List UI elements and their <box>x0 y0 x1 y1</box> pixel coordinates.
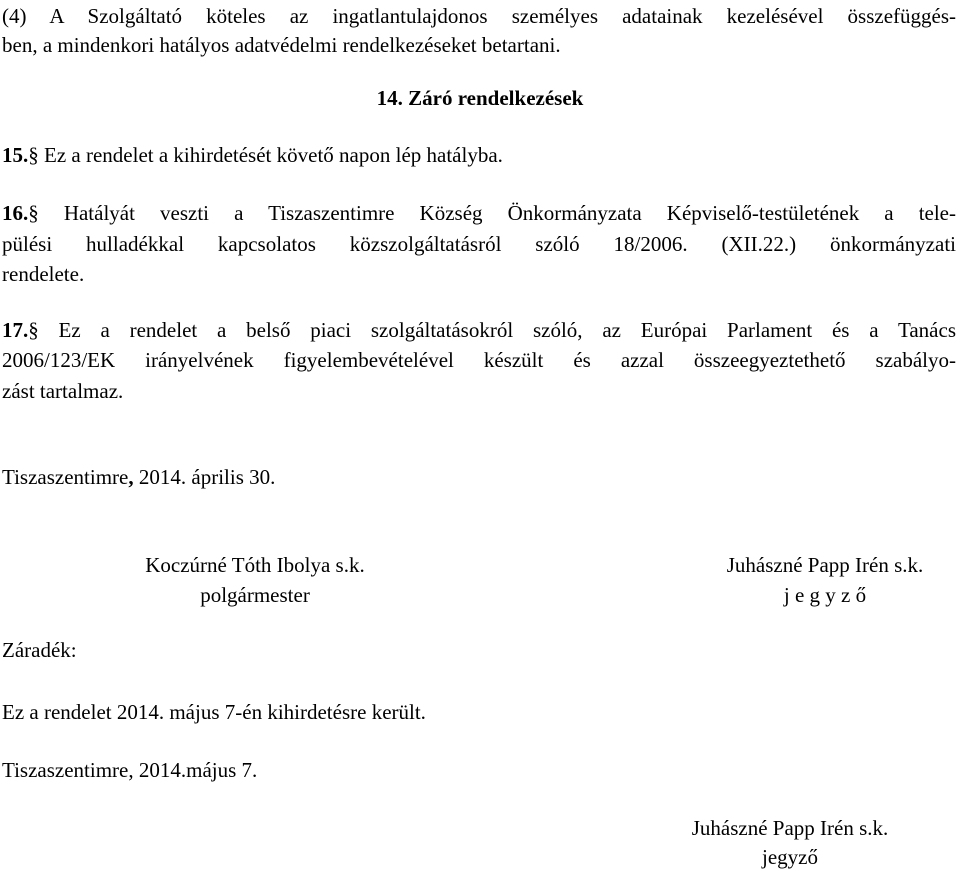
notary-title: j e g y z ő <box>783 583 867 607</box>
clause-place-date: Tiszaszentimre, 2014.május 7. <box>2 758 258 782</box>
section-15-number: 15. <box>2 143 29 167</box>
place-date <box>2 467 275 488</box>
clause-text: Ez a rendelet 2014. május 7-én kihirdetésre került. <box>2 700 426 724</box>
section-sign-icon: § <box>28 143 39 167</box>
section-16-line1 <box>2 203 956 224</box>
section-sign-icon: § <box>28 318 39 342</box>
section-17-text-1: Ez a rendelet a belső piaci szolgáltatásokról szóló, az Európai Parlament és a Tanács <box>38 318 956 342</box>
signing-date: 2014. április 30. <box>133 465 276 489</box>
place-comma: , <box>128 465 134 489</box>
para4-line2: ben, a mindenkori hatályos adatvédelmi rendelkezéseket betartani. <box>2 33 561 57</box>
section-17-line1 <box>2 320 956 341</box>
section-16-text-1: Hatályát veszti a Tiszaszentimre Község Önkormányzata Képviselő-testületének a tele- <box>38 201 956 225</box>
notary-name: Juhászné Papp Irén s.k. <box>726 553 924 577</box>
mayor-title: polgármester <box>200 583 310 607</box>
mayor-name: Koczúrné Tóth Ibolya s.k. <box>145 553 365 577</box>
final-signature-title: jegyző <box>762 845 818 869</box>
place-name: Tiszaszentimre <box>2 465 129 489</box>
section-17-number: 17. <box>2 318 29 342</box>
section-17-line3: zást tartalmaz. <box>2 379 124 403</box>
para4-line1: (4) A Szolgáltató köteles az ingatlantulajdonos személyes adatainak kezelésével összefüggés- <box>2 4 956 28</box>
section-heading: 14. Záró rendelkezések <box>376 86 584 110</box>
section-16-number: 16. <box>2 201 29 225</box>
section-16-line2: pülési hulladékkal kapcsolatos közszolgáltatásról szóló 18/2006. (XII.22.) önkormányzati <box>2 232 956 256</box>
section-16-line3: rendelete. <box>2 262 85 286</box>
section-17-line2: 2006/123/EK irányelvének figyelembevételével készült és azzal összeegyeztethető szabályo- <box>2 348 956 372</box>
clause-label: Záradék: <box>2 638 77 662</box>
section-sign-icon: § <box>28 201 39 225</box>
final-signature-name: Juhászné Papp Irén s.k. <box>691 816 889 840</box>
section-15-text: Ez a rendelet a kihirdetését követő napon lép hatályba. <box>38 143 503 167</box>
section-15 <box>2 145 503 166</box>
